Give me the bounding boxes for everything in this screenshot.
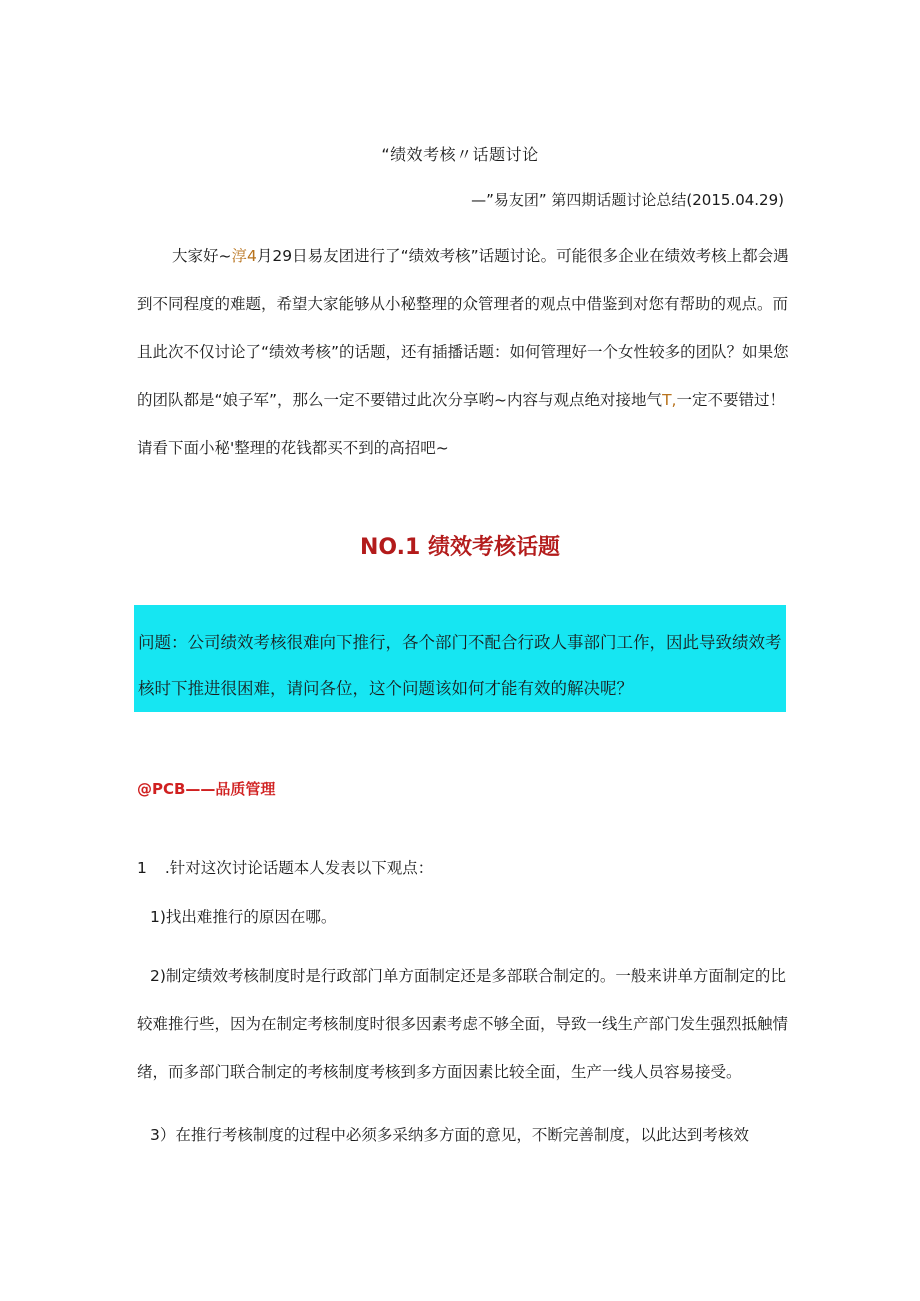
intro-accent-date: 淳4	[231, 247, 257, 265]
intro-closing: 一定不要错过！请看下面小秘'整理的花钱都买不到的高招吧~	[137, 391, 785, 457]
document-subtitle: —”易友团” 第四期话题讨论总结(2015.04.29)	[471, 191, 784, 209]
author-label: @PCB——品质管理	[137, 780, 276, 798]
point-1	[137, 856, 789, 878]
intro-greeting: 大家好~	[172, 247, 232, 265]
intro-body: 月29日易友团进行了“绩效考核”话题讨论。可能很多企业在绩效考核上都会遇到不同程度的难题，希望大家能够从小秘整理的众管理者的观点中借鉴到对您有帮助的观点。而且此次不仅讨论了“绩效考核”的话题，还有插播话题：如何管理好一个女性较多的团队？如果您的团队都是“娘子军”，那么一定不要错过此次分享哟~内容与观点绝对接地气	[137, 247, 789, 409]
document-title: “绩效考核〃话题讨论	[381, 145, 539, 164]
point-1-number: 1	[137, 859, 147, 877]
point-2: 1)找出难推行的原因在哪。	[150, 908, 337, 926]
intro-text	[137, 232, 789, 472]
question-highlight: 问题：公司绩效考核很难向下推行，各个部门不配合行政人事部门工作，因此导致绩效考核时下推进很困难，请问各位，这个问题该如何才能有效的解决呢？	[134, 605, 786, 712]
point-1-text: .针对这次讨论话题本人发表以下观点：	[164, 859, 434, 877]
point-3	[137, 952, 789, 1096]
point-4: 3）在推行考核制度的过程中必须多采纳多方面的意见，不断完善制度，以此达到考核效	[150, 1126, 749, 1144]
point-3-text: 2)制定绩效考核制度时是行政部门单方面制定还是多部联合制定的。一般来讲单方面制定的比较难推行些，因为在制定考核制度时很多因素考虑不够全面，导致一线生产部门发生强烈抵触情绪，而多部门联合制定的考核制度考核到多方面因素比较全面，生产一线人员容易接受。	[137, 967, 789, 1081]
intro-accent-mark: T,	[662, 391, 677, 409]
section-title: NO.1 绩效考核话题	[360, 535, 560, 560]
intro-paragraph	[137, 232, 789, 472]
